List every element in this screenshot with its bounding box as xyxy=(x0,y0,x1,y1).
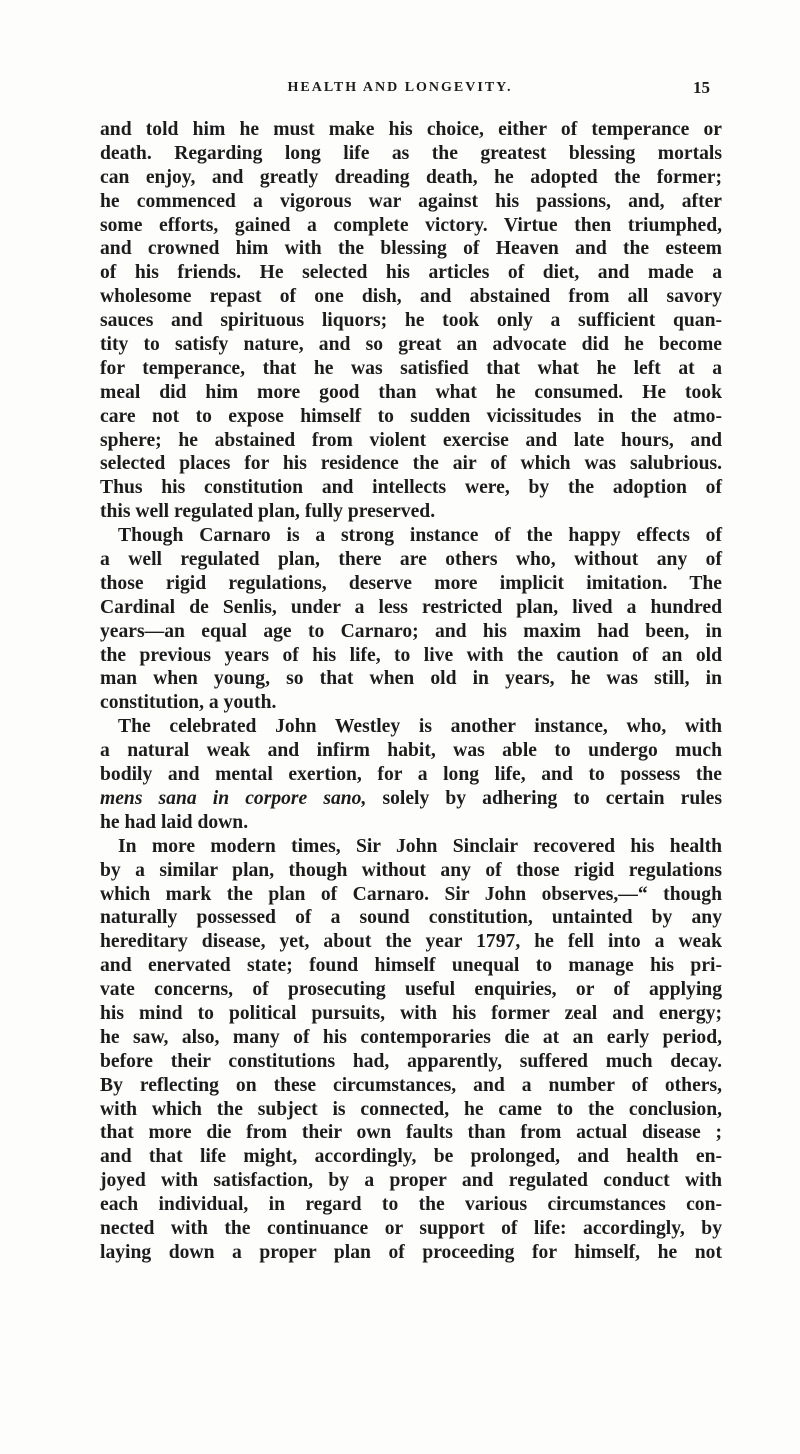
text-line: with which the subject is connected, he came to the conclusion, xyxy=(100,1098,722,1120)
text-line: and told him he must make his choice, either of temperance or xyxy=(100,119,722,140)
text-line: The celebrated John Westley is another instance, who, with xyxy=(118,716,722,738)
text-line: sphere; he abstained from violent exercise and late hours, and xyxy=(100,429,722,451)
text-line: death. Regarding long life as the greatest blessing mortals xyxy=(100,142,722,164)
text-line: selected places for his residence the air of which was salubrious. xyxy=(100,453,722,475)
text-line: he had laid down. xyxy=(100,811,249,833)
text-line-italic-phrase xyxy=(100,787,722,811)
text-line: years—an equal age to Carnaro; and his maxim had been, in xyxy=(100,620,722,642)
text-line: Though Carnaro is a strong instance of the happy effects of xyxy=(118,525,722,547)
text-line: joyed with satisfaction, by a proper and regulated conduct with xyxy=(100,1170,722,1192)
text-line: for temperance, that he was satisfied that what he left at a xyxy=(100,357,722,379)
text-line: care not to expose himself to sudden vicissitudes in the atmo- xyxy=(100,405,722,427)
text-line: a well regulated plan, there are others who, without any of xyxy=(100,549,722,571)
text-line: meal did him more good than what he consumed. He took xyxy=(100,381,722,403)
text-line: Thus his constitution and intellects were, by the adoption of xyxy=(100,477,722,499)
text-line: nected with the continuance or support of life: accordingly, by xyxy=(100,1217,722,1239)
text-line: before their constitutions had, apparently, suffered much decay. xyxy=(100,1050,722,1072)
text-line: this well regulated plan, fully preserved. xyxy=(100,501,436,523)
text-line: his mind to political pursuits, with his former zeal and energy; xyxy=(100,1002,722,1024)
text-line: laying down a proper plan of proceeding for himself, he not xyxy=(100,1241,722,1263)
running-head xyxy=(90,80,710,102)
text-line: and that life might, accordingly, be prolonged, and health en- xyxy=(100,1146,722,1168)
page-number: 15 xyxy=(693,78,710,97)
text-line: Cardinal de Senlis, under a less restricted plan, lived a hundred xyxy=(100,596,722,618)
text-line: which mark the plan of Carnaro. Sir John observes,—“ though xyxy=(100,883,722,905)
text-line: he commenced a vigorous war against his passions, and, after xyxy=(100,190,722,212)
text-line: By reflecting on these circumstances, and a number of others, xyxy=(100,1074,722,1096)
text-line: and crowned him with the blessing of Heaven and the esteem xyxy=(100,238,722,260)
text-line: of his friends. He selected his articles of diet, and made a xyxy=(100,262,722,284)
text-line: bodily and mental exertion, for a long life, and to possess the xyxy=(100,764,722,786)
text-line: hereditary disease, yet, about the year 1797, he fell into a weak xyxy=(100,931,722,953)
text-line: that more die from their own faults than from actual disease ; xyxy=(100,1122,722,1144)
text-line: by a similar plan, though without any of those rigid regulations xyxy=(100,859,722,881)
running-title: HEALTH AND LONGEVITY. xyxy=(287,80,513,95)
text-line: wholesome repast of one dish, and abstained from all savory xyxy=(100,286,722,308)
italic-latin-phrase: mens sana in corpore sano, xyxy=(100,787,367,809)
text-line: he saw, also, many of his contemporaries die at an early period, xyxy=(100,1026,722,1048)
text-line: some efforts, gained a complete victory. Virtue then triumphed, xyxy=(100,214,722,236)
text-line: a natural weak and infirm habit, was able to undergo much xyxy=(100,740,722,762)
text-line: man when young, so that when old in years, he was still, in xyxy=(100,668,722,690)
text-line: can enjoy, and greatly dreading death, he adopted the former; xyxy=(100,166,722,188)
text-line: each individual, in regard to the various circumstances con- xyxy=(100,1194,722,1216)
text-line: naturally possessed of a sound constitution, untainted by any xyxy=(100,907,722,929)
text-line: tity to satisfy nature, and so great an advocate did he become xyxy=(100,334,722,356)
text-line: the previous years of his life, to live with the caution of an old xyxy=(100,644,722,666)
text-line: sauces and spirituous liquors; he took only a sufficient quan- xyxy=(100,310,722,332)
text-line: vate concerns, of prosecuting useful enquiries, or of applying xyxy=(100,979,722,1001)
text-line: constitution, a youth. xyxy=(100,692,277,714)
text-line: those rigid regulations, deserve more implicit imitation. The xyxy=(100,572,722,594)
text-line-rest: solely by adhering to certain rules xyxy=(366,787,722,809)
text-line: and enervated state; found himself unequal to manage his pri- xyxy=(100,955,722,977)
body-text xyxy=(100,118,722,1265)
text-line: In more modern times, Sir John Sinclair recovered his health xyxy=(118,835,722,857)
